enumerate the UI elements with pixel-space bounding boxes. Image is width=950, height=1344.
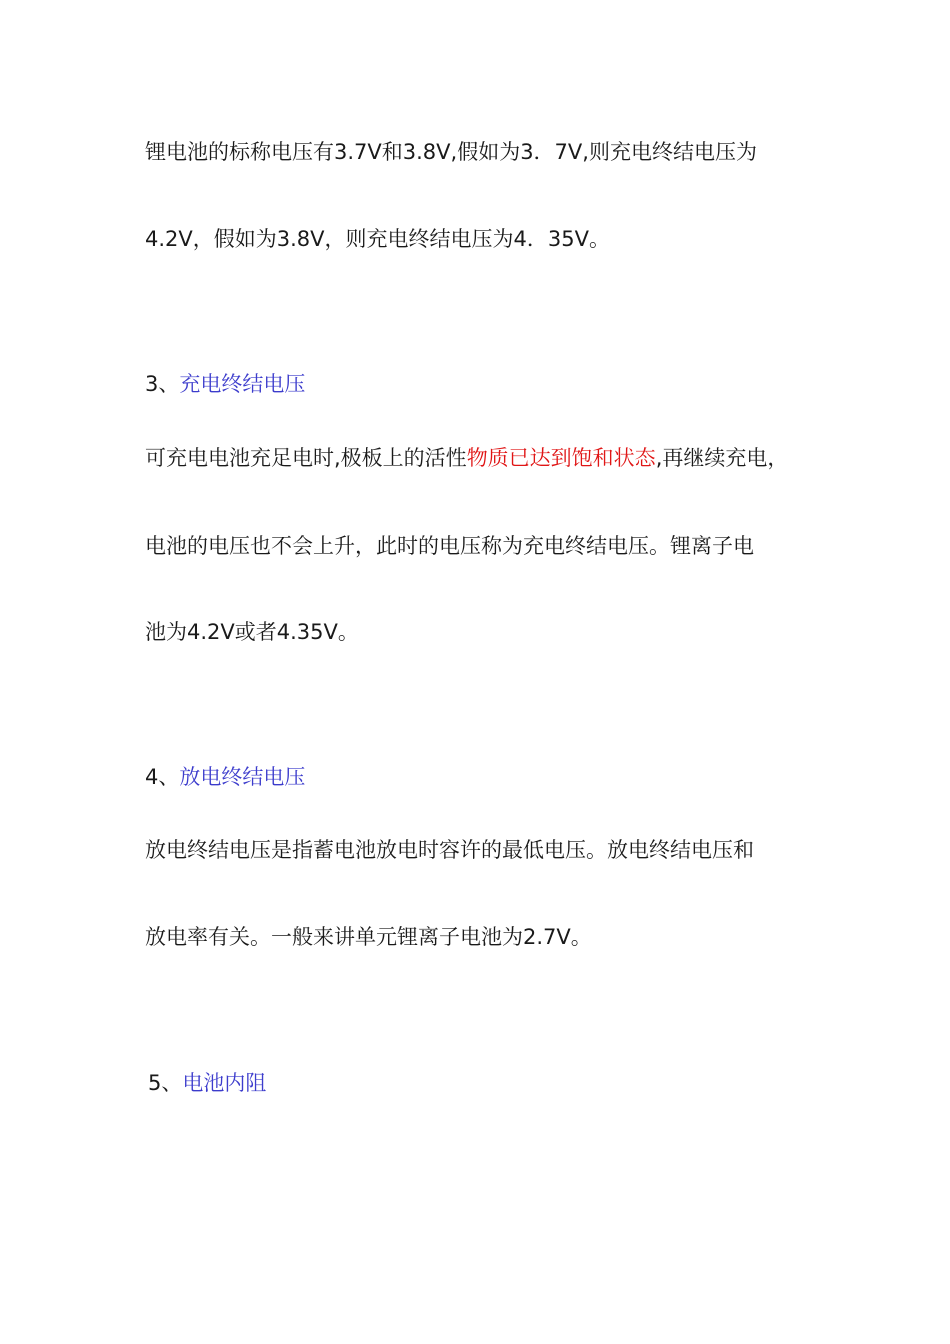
section-3-title-link[interactable]: 充电终结电压 bbox=[179, 372, 306, 396]
section-4-number: 4、 bbox=[145, 765, 180, 789]
section-4-title-link[interactable]: 放电终结电压 bbox=[179, 765, 306, 789]
section-3-line-1-text-end: ,再继续充电， bbox=[655, 446, 789, 470]
section-4-heading bbox=[145, 763, 305, 791]
section-3-line-1 bbox=[145, 444, 788, 472]
section-4-line-2: 放电率有关。一般来讲单元锂离子电池为2.7V。 bbox=[145, 925, 592, 949]
section-3-highlight-text: 物质已达到饱和状态 bbox=[466, 446, 656, 470]
section-3-line-1-text-start: 可充电电池充足电时,极板上的活性 bbox=[145, 446, 467, 470]
paragraph-nominal-voltage-line-2: 4.2V，假如为3.8V，则充电终结电压为4．35V。 bbox=[145, 227, 610, 251]
section-3-number: 3、 bbox=[145, 372, 180, 396]
section-5-heading bbox=[148, 1069, 266, 1097]
section-4-line-1: 放电终结电压是指蓄电池放电时容许的最低电压。放电终结电压和 bbox=[145, 838, 754, 862]
section-5-title-link[interactable]: 电池内阻 bbox=[182, 1071, 267, 1095]
section-5-number: 5、 bbox=[148, 1071, 183, 1095]
section-3-line-3: 池为4.2V或者4.35V。 bbox=[145, 620, 359, 644]
section-3-heading bbox=[145, 370, 305, 398]
paragraph-nominal-voltage-line-1: 锂电池的标称电压有3.7V和3.8V,假如为3．7V,则充电终结电压为 bbox=[145, 140, 757, 164]
section-3-line-2: 电池的电压也不会上升，此时的电压称为充电终结电压。锂离子电 bbox=[145, 534, 754, 558]
